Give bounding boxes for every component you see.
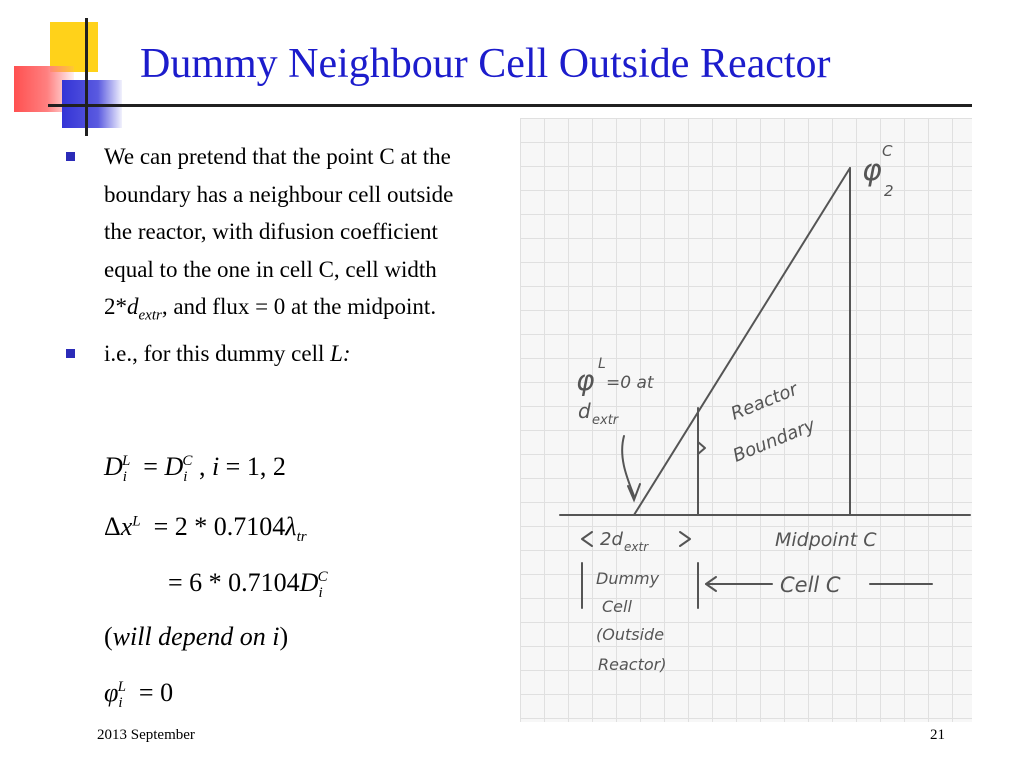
hand-drawn-figure bbox=[520, 118, 972, 722]
equation-diffusion: $D_i^L = D_i^C$ , i = 1, 2 bbox=[104, 452, 286, 486]
arrow-left-head bbox=[582, 532, 592, 546]
bullet-item bbox=[64, 335, 484, 373]
bullet-text: i.e., for this dummy cell bbox=[104, 341, 331, 367]
equation-cell-width: $\Delta x^L = 2 * 0.7104\lambda_{tr}$ bbox=[104, 512, 307, 546]
phi-c2-label: φ bbox=[862, 153, 882, 188]
equation-flux: $\varphi_i^L = 0$ bbox=[104, 678, 174, 712]
d-extr-sub: extr bbox=[592, 413, 619, 428]
equation-note: (will depend on i) bbox=[104, 622, 289, 651]
two-d-sub: extr bbox=[624, 540, 649, 554]
two-d-label: 2d bbox=[600, 529, 623, 550]
title-underline bbox=[48, 104, 972, 107]
bullet-text: We can pretend that the point C at the boundary has a neighbour cell outside the reactor, with difusion coefficient equal to the one in cell C, cell width 2* bbox=[104, 144, 454, 319]
dummy-label-3: (Outside bbox=[596, 625, 665, 644]
decor-yellow-square bbox=[50, 22, 98, 72]
midpoint-label: Midpoint C bbox=[775, 529, 877, 551]
cell-c-label: Cell C bbox=[780, 573, 841, 597]
dummy-label-1: Dummy bbox=[596, 569, 660, 588]
footer-date: 2013 September bbox=[97, 727, 195, 743]
phi-c2-sup: C bbox=[882, 142, 893, 160]
figure-drawing bbox=[520, 118, 972, 722]
dummy-label-4: Reactor) bbox=[598, 655, 667, 674]
equation-cell-width-2: = $6 * 0.7104D_i^C$ bbox=[168, 568, 328, 602]
page-number: 21 bbox=[930, 727, 945, 743]
d-extr-label: d bbox=[578, 399, 591, 423]
bullet-subscript: extr bbox=[138, 307, 162, 324]
bullet-text-end: , and flux = 0 at the midpoint. bbox=[161, 294, 437, 319]
arrow-right-head bbox=[680, 532, 690, 546]
phi-l-text: =0 at bbox=[606, 373, 654, 393]
bullet-list bbox=[64, 138, 484, 373]
phi-l-label: φ bbox=[576, 364, 595, 397]
reactor-label: Reactor bbox=[728, 378, 801, 425]
boundary-tick bbox=[698, 442, 705, 454]
bullet-square-icon bbox=[66, 349, 75, 358]
slide-title: Dummy Neighbour Cell Outside Reactor bbox=[140, 41, 831, 87]
bullet-item bbox=[64, 138, 484, 335]
boundary-label: Boundary bbox=[730, 414, 819, 467]
bullet-square-icon bbox=[66, 152, 75, 161]
bullet-italic: L: bbox=[330, 341, 351, 367]
dummy-label-2: Cell bbox=[602, 597, 632, 616]
phi-c2-sub: 2 bbox=[884, 182, 894, 200]
bullet-d: d bbox=[127, 294, 139, 319]
decor-vertical-line bbox=[85, 18, 88, 136]
phi-l-sup: L bbox=[598, 356, 606, 372]
